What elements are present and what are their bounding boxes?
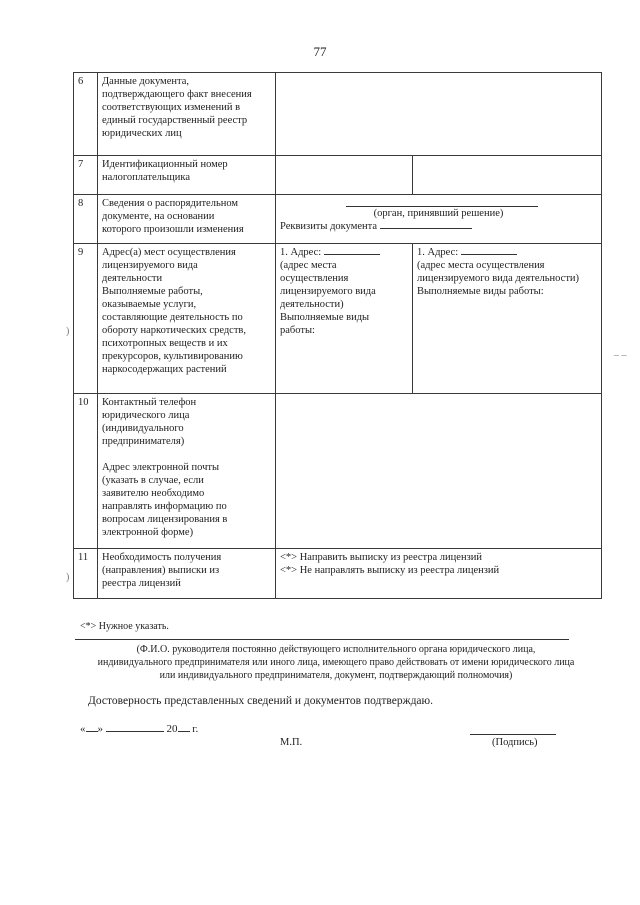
row-label bbox=[98, 549, 276, 599]
license-form-table bbox=[73, 72, 602, 599]
stamp-place: М.П. bbox=[280, 737, 303, 748]
option-do-not-send-extract[interactable]: <*> Не направлять выписку из реестра лицензий bbox=[280, 565, 500, 576]
year-blank[interactable] bbox=[178, 731, 190, 732]
document-details bbox=[280, 220, 597, 233]
row-number: 8 bbox=[74, 195, 98, 244]
year-suffix: г. bbox=[192, 723, 199, 735]
margin-mark: ) bbox=[66, 572, 70, 583]
decision-cell[interactable] bbox=[276, 195, 602, 244]
row-number: 7 bbox=[74, 156, 98, 195]
month-blank[interactable] bbox=[106, 731, 164, 732]
confirmation-text: Достоверность представленных сведений и документов подтверждаю. bbox=[88, 695, 433, 707]
year-prefix: 20 bbox=[166, 723, 178, 735]
value-cell[interactable] bbox=[413, 156, 602, 195]
row-label bbox=[98, 73, 276, 156]
option-send-extract[interactable]: <*> Направить выписку из реестра лицензий bbox=[280, 552, 482, 563]
document-details-label: Реквизиты документа bbox=[280, 221, 378, 232]
address-cell-1[interactable] bbox=[276, 244, 413, 394]
extract-options-cell bbox=[276, 549, 602, 599]
signature-name-line[interactable] bbox=[75, 639, 569, 640]
date-field bbox=[80, 723, 198, 735]
address-label: 1. Адрес: bbox=[280, 247, 322, 258]
row-label-text: Адрес(а) мест осуществления лицензируемого вида деятельности Выполняемые работы, оказываемые услуги, составляющие деятельность по обороту наркотических средств, психотропных веществ и их прекурсоров, культивированию наркосодержащих растений bbox=[102, 247, 247, 375]
row-label-text: Данные документа, подтверждающего факт внесения соответствующих изменений в единый государственный реестр юридических лиц bbox=[102, 76, 252, 139]
date-close-quote: » bbox=[97, 723, 103, 735]
fio-caption: (Ф.И.О. руководителя постоянно действующего исполнительного органа юридического лица, индивидуального предпринимателя или иного лица, имеющего право действовать от имени юридического лица или индивидуального предпринимателя, документ, подтверждающий полномочия) bbox=[97, 644, 575, 681]
address-line bbox=[280, 246, 408, 259]
row-number: 10 bbox=[74, 394, 98, 549]
signature-line[interactable] bbox=[470, 734, 556, 735]
address-blank-line[interactable] bbox=[324, 254, 380, 255]
table-row-10 bbox=[74, 394, 602, 549]
address-blank-line[interactable] bbox=[461, 254, 517, 255]
value-cell[interactable] bbox=[276, 73, 602, 156]
table-row-7 bbox=[74, 156, 602, 195]
row-number: 11 bbox=[74, 549, 98, 599]
table-row-6 bbox=[74, 73, 602, 156]
margin-mark: – – bbox=[614, 350, 627, 361]
row-label-text: Сведения о распорядительном документе, на основании которого произошли изменения bbox=[102, 198, 244, 235]
contact-value-cell[interactable] bbox=[276, 394, 602, 549]
date-open-quote: « bbox=[80, 723, 86, 735]
address-label: 1. Адрес: bbox=[417, 247, 459, 258]
table-row-9 bbox=[74, 244, 602, 394]
row-label bbox=[98, 394, 276, 549]
address-description: (адрес места осуществления лицензируемого вида деятельности) Выполняемые виды работы: bbox=[417, 260, 580, 297]
table-row-8 bbox=[74, 195, 602, 244]
signature-caption: (Подпись) bbox=[492, 737, 538, 748]
address-description: (адрес места осуществления лицензируемого вида деятельности) Выполняемые виды работы: bbox=[280, 260, 376, 336]
margin-mark: ) bbox=[66, 326, 70, 337]
day-blank[interactable] bbox=[86, 731, 98, 732]
row-label bbox=[98, 195, 276, 244]
row-label bbox=[98, 156, 276, 195]
document-details-line[interactable] bbox=[380, 228, 472, 229]
address-line bbox=[417, 246, 597, 259]
value-cell[interactable] bbox=[276, 156, 413, 195]
organ-caption: (орган, принявший решение) bbox=[373, 208, 504, 219]
row-label bbox=[98, 244, 276, 394]
page-number: 77 bbox=[313, 44, 327, 59]
row-number: 9 bbox=[74, 244, 98, 394]
phone-label: Контактный телефон юридического лица (индивидуального предпринимателя) bbox=[102, 397, 197, 447]
footnote: <*> Нужное указать. bbox=[80, 621, 169, 632]
row-label-text: Необходимость получения (направления) выписки из реестра лицензий bbox=[102, 552, 222, 589]
table-row-11 bbox=[74, 549, 602, 599]
row-label-text: Идентификационный номер налогоплательщика bbox=[102, 159, 228, 183]
row-number: 6 bbox=[74, 73, 98, 156]
email-label: Адрес электронной почты (указать в случае, если заявителю необходимо направлять информацию по вопросам лицензирования в электронной форме) bbox=[102, 462, 228, 538]
address-cell-2[interactable] bbox=[413, 244, 602, 394]
